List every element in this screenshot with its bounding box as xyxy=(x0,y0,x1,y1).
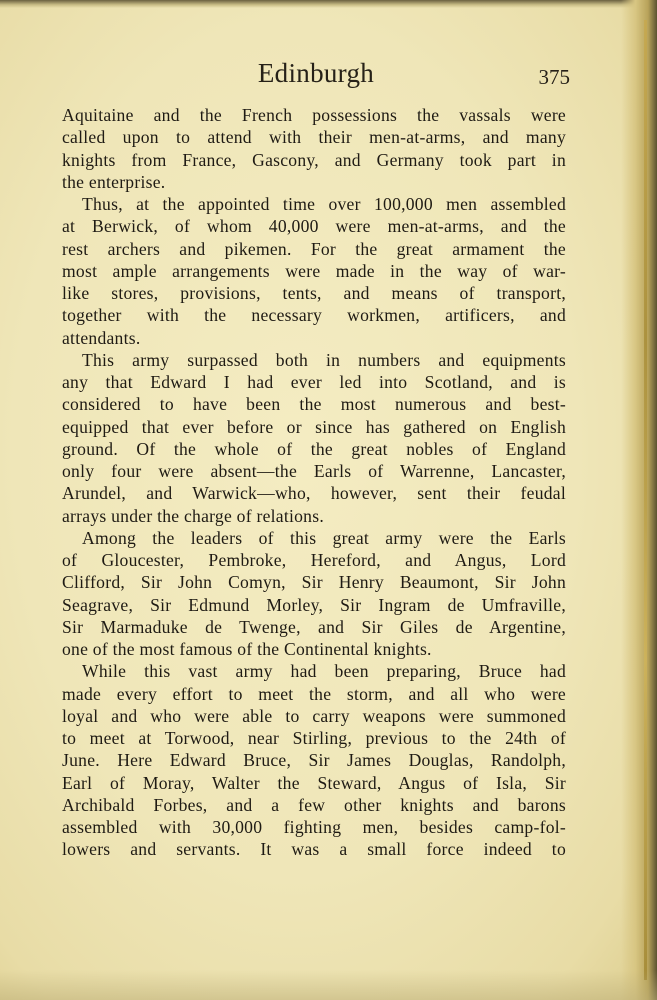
gilt-page-edge xyxy=(644,20,647,980)
text-line: of Gloucester, Pembroke, Hereford, and Angus, Lord xyxy=(62,550,566,570)
text-line: June. Here Edward Bruce, Sir James Douglas, Randolph, xyxy=(62,750,566,771)
page-number: 375 xyxy=(538,65,570,89)
text-line: at Berwick, of whom 40,000 were men-at-arms, and the xyxy=(62,216,566,237)
text-line: rest archers and pikemen. For the great armament the xyxy=(62,238,566,259)
text-line: arrays under the charge of relations. xyxy=(62,505,324,526)
text-line: Arundel, and Warwick—who, however, sent their feudal xyxy=(62,483,566,504)
text-line: knights from France, Gascony, and Germany took part in xyxy=(62,149,566,170)
paragraph xyxy=(62,527,566,661)
text-line: Aquitaine and the French possessions the vassals were xyxy=(62,105,566,125)
text-line: Seagrave, Sir Edmund Morley, Sir Ingram de Umfraville, xyxy=(62,594,566,615)
text-line: This army surpassed both in numbers and equipments xyxy=(82,349,566,370)
paragraph xyxy=(62,193,566,349)
text-line: made every effort to meet the storm, and all who were xyxy=(62,683,566,704)
text-line: called upon to attend with their men-at-arms, and many xyxy=(62,127,566,148)
text-line: any that Edward I had ever led into Scotland, and is xyxy=(62,372,566,392)
text-line: like stores, provisions, tents, and means of transport, xyxy=(62,283,566,303)
book-spine-shadow xyxy=(621,0,657,1000)
body-text xyxy=(62,104,566,861)
text-line: ground. Of the whole of the great nobles of England xyxy=(62,438,566,459)
text-line: assembled with 30,000 fighting men, besides camp-fol- xyxy=(62,817,566,837)
text-line: lowers and servants. It was a small force indeed to xyxy=(62,839,566,860)
text-line: Earl of Moray, Walter the Steward, Angus of Isla, Sir xyxy=(62,772,566,793)
text-line: the enterprise. xyxy=(62,171,166,192)
paragraph xyxy=(62,660,566,860)
text-line: Among the leaders of this great army were the Earls xyxy=(82,527,566,548)
text-line: equipped that ever before or since has gathered on English xyxy=(62,416,566,437)
text-line: Thus, at the appointed time over 100,000 men assembled xyxy=(82,194,566,214)
text-line: Clifford, Sir John Comyn, Sir Henry Beaumont, Sir John xyxy=(62,572,566,593)
page-header xyxy=(62,58,570,92)
text-line: While this vast army had been preparing, Bruce had xyxy=(82,661,566,682)
text-line: one of the most famous of the Continental knights. xyxy=(62,639,432,659)
text-line: Sir Marmaduke de Twenge, and Sir Giles de Argentine, xyxy=(62,616,566,637)
paragraph xyxy=(62,104,566,193)
text-line: loyal and who were able to carry weapons were summoned xyxy=(62,705,566,726)
text-line: only four were absent—the Earls of Warrenne, Lancaster, xyxy=(62,461,566,481)
page-top-edge xyxy=(0,0,657,8)
text-line: most ample arrangements were made in the way of war- xyxy=(62,260,566,281)
page-bottom-shade xyxy=(0,970,657,1000)
text-line: Archibald Forbes, and a few other knights and barons xyxy=(62,794,566,815)
running-head: Edinburgh xyxy=(257,58,375,88)
paragraph xyxy=(62,349,566,527)
text-line: to meet at Torwood, near Stirling, previous to the 24th of xyxy=(62,728,566,748)
text-line: attendants. xyxy=(62,327,141,348)
text-line: considered to have been the most numerous and best- xyxy=(62,394,566,415)
text-line: together with the necessary workmen, artificers, and xyxy=(62,305,566,326)
